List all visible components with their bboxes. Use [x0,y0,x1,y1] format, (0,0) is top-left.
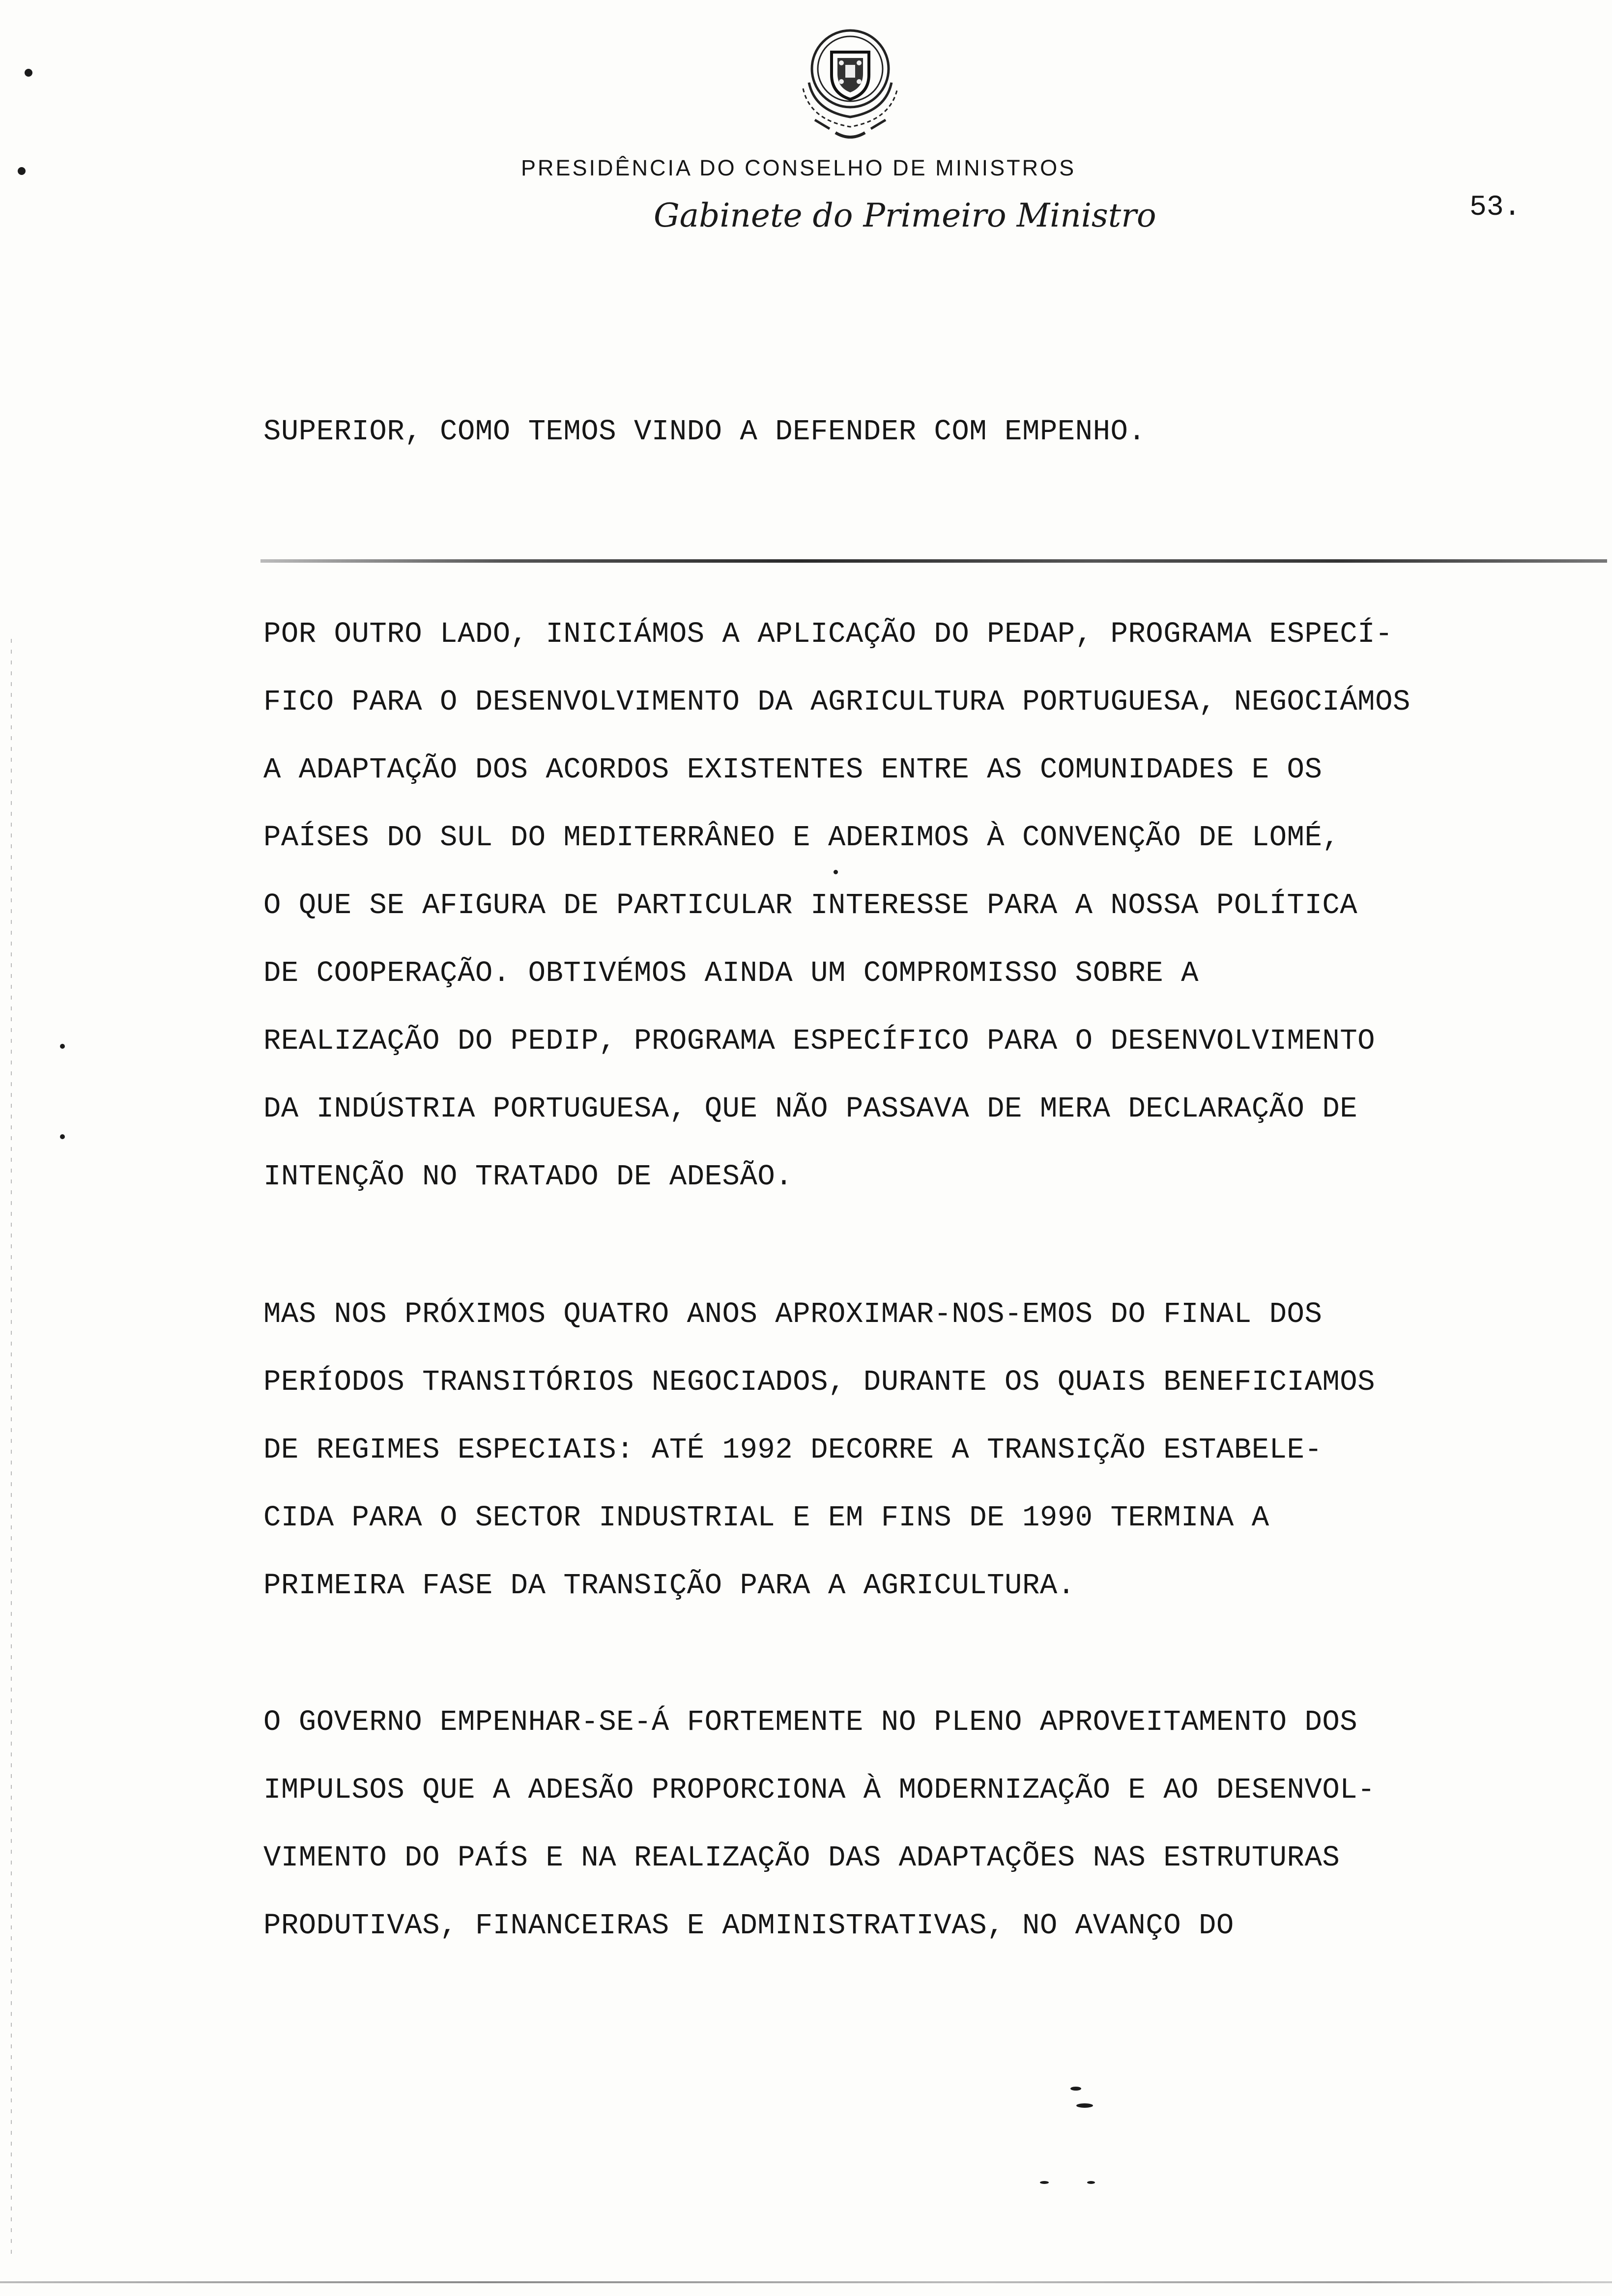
scan-speck [1070,2087,1081,2091]
header-title: PRESIDÊNCIA DO CONSELHO DE MINISTROS [521,155,1076,180]
body-line: A ADAPTAÇÃO DOS ACORDOS EXISTENTES ENTRE AS COMUNIDADES E OS [263,753,1323,786]
body-line: DE COOPERAÇÃO. OBTIVÉMOS AINDA UM COMPROMISSO SOBRE A [263,957,1199,990]
body-line: INTENÇÃO NO TRATADO DE ADESÃO. [263,1160,793,1193]
body-line: POR OUTRO LADO, INICIÁMOS A APLICAÇÃO DO PEDAP, PROGRAMA ESPECÍ- [263,618,1393,651]
scan-speck [1076,2103,1093,2108]
scan-speck [25,69,32,77]
body-line: IMPULSOS QUE A ADESÃO PROPORCIONA À MODERNIZAÇÃO E AO DESENVOL- [263,1774,1376,1807]
scan-speck [18,167,26,175]
page-left-edge [11,639,12,2261]
scan-speck [1040,2181,1049,2184]
body-line: PRIMEIRA FASE DA TRANSIÇÃO PARA A AGRICULTURA. [263,1569,1075,1602]
body-line: PERÍODOS TRANSITÓRIOS NEGOCIADOS, DURANTE OS QUAIS BENEFICIAMOS [263,1366,1376,1399]
coat-of-arms-emblem [780,24,920,144]
body-line: DA INDÚSTRIA PORTUGUESA, QUE NÃO PASSAVA DE MERA DECLARAÇÃO DE [263,1092,1358,1125]
body-line: VIMENTO DO PAÍS E NA REALIZAÇÃO DAS ADAPTAÇÕES NAS ESTRUTURAS [263,1841,1340,1874]
scan-speck [60,1044,65,1049]
body-line: MAS NOS PRÓXIMOS QUATRO ANOS APROXIMAR-NOS-EMOS DO FINAL DOS [263,1298,1323,1331]
body-line: CIDA PARA O SECTOR INDUSTRIAL E EM FINS DE 1990 TERMINA A [263,1501,1269,1534]
scan-speck [1087,2181,1095,2184]
scan-streak [260,559,1607,563]
body-line: PAÍSES DO SUL DO MEDITERRÂNEO E ADERIMOS À CONVENÇÃO DE LOMÉ, [263,821,1340,854]
header-subtitle: Gabinete do Primeiro Ministro [654,197,1156,234]
body-line: O QUE SE AFIGURA DE PARTICULAR INTERESSE PARA A NOSSA POLÍTICA [263,889,1358,922]
body-line: DE REGIMES ESPECIAIS: ATÉ 1992 DECORRE A TRANSIÇÃO ESTABELE- [263,1434,1323,1466]
body-line: PRODUTIVAS, FINANCEIRAS E ADMINISTRATIVAS, NO AVANÇO DO [263,1909,1234,1942]
body-line: O GOVERNO EMPENHAR-SE-Á FORTEMENTE NO PLENO APROVEITAMENTO DOS [263,1706,1358,1739]
body-line: REALIZAÇÃO DO PEDIP, PROGRAMA ESPECÍFICO PARA O DESENVOLVIMENTO [263,1025,1376,1058]
body-line: FICO PARA O DESENVOLVIMENTO DA AGRICULTURA PORTUGUESA, NEGOCIÁMOS [263,686,1410,718]
scan-speck [60,1134,65,1139]
page-bottom-edge [0,2281,1612,2283]
body-line: SUPERIOR, COMO TEMOS VINDO A DEFENDER COM EMPENHO. [263,415,1146,448]
scan-speck [834,870,838,874]
page-number: 53. [1469,192,1521,224]
